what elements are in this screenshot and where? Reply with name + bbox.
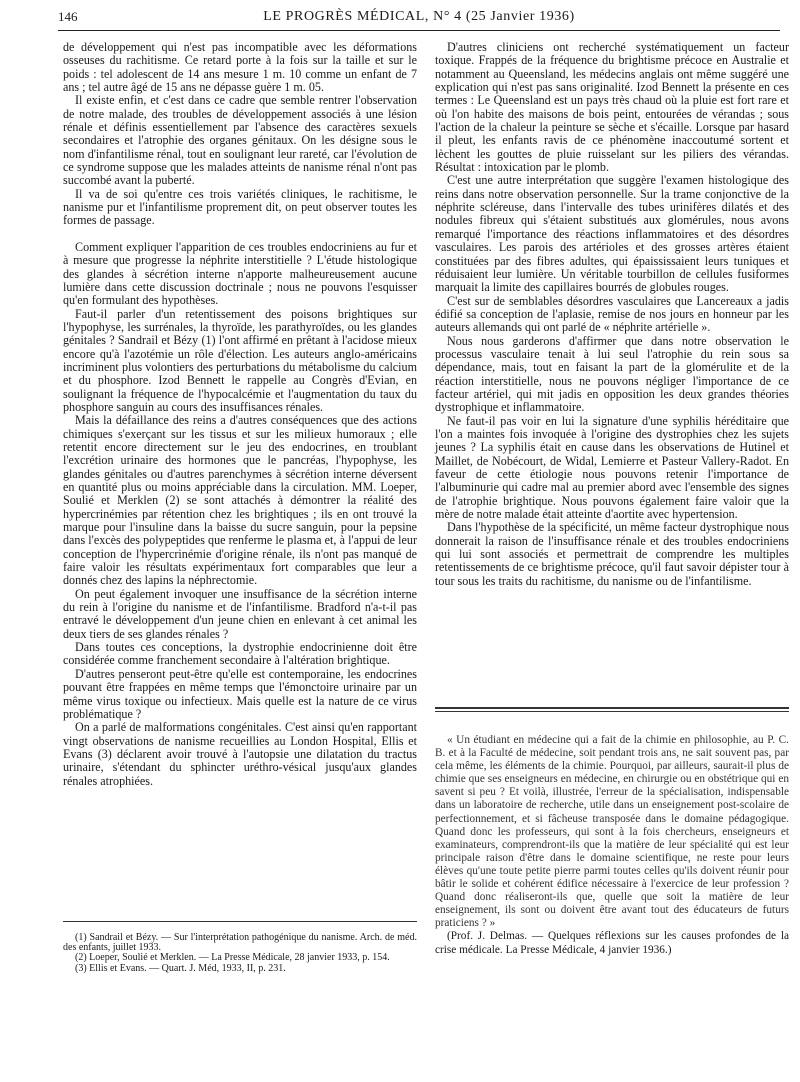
header-rule xyxy=(58,30,780,31)
paragraph: C'est une autre interprétation que suggère l'examen histologique des reins dans notre observation personnelle. Sur la trame conjonctive de la néphrite scléreuse, dans l'intervalle des tubes urinifères dilatés et des nodules fibreux qui s'étaient substitués aux glomérules, nous avons remarqué l'importance des réactions inflammatoires et des désordres vasculaires. Les parois des artérioles et des grosses artères étaient constituées par des fibres adultes, qui épaississaient leurs tuniques et réduisaient leur lumière. Un véritable tourbillon de cellules fusiformes marquait la limite des capillaires bourrés de globules rouges. xyxy=(435,173,789,295)
paragraph: Il va de soi qu'entre ces trois variétés cliniques, le rachitisme, le nanisme pur et l'infantilisme proprement dit, on peut observer toutes les formes de passage. xyxy=(63,186,417,228)
page-number: 146 xyxy=(58,9,78,24)
quotation-source: (Prof. J. Delmas. — Quelques réflexions sur les causes profondes de la crise médicale. La Presse Médicale, 4 janvier 1936.) xyxy=(435,930,789,956)
paragraph: Mais la défaillance des reins a d'autres conséquences que des actions chimiques s'exerçant sur les tissus et sur les milieux humoraux ; elle retentit encore directement sur le jeu des endocrines, en troublant l'excrétion urinaire des hormones que le pancréas, l'hypophyse, les glandes génitales ou d'autres parenchymes à sécrétion interne déversent en quantité plus ou moins appréciable dans la circulation. MM. Loeper, Soulié et Merklen (2) se sont attachés à démontrer la réalité des hypercrinémies par rétention chez les brightiques ; ils en ont trouvé la marque pour l'insuline dans la baisse du sucre sanguin, pour la pepsine dans l'excès des polypeptides que renferme le plasma et, à l'appui de leur conception de l'hypercrinémie d'origine rénale, ils n'ont pas manqué de faire valoir les résultats expérimentaux fort comparables que leur a donnés chez des lapins la néphrectomie. xyxy=(63,413,417,588)
paragraph: Faut-il parler d'un retentissement des poisons brightiques sur l'hypophyse, les surrénales, la thyroïde, les parathyroïdes, ou les glandes génitales ? Sandrail et Bézy (1) l'ont affirmé en prêtant à l'acidose mieux encore qu'à l'azotémie un rôle d'élection. Les auteurs anglo-américains incriminent plus volontiers des perturbations du métabolisme du calcium et du phosphore. Izod Bennett le rappelle au Congrès d'Evian, en soulignant la fréquence de l'hypocalcémie et l'augmentation du taux du phosphore sanguin au cours des insuffisances rénales. xyxy=(63,306,417,414)
footnote: (3) Ellis et Evans. — Quart. J. Méd, 1933, II, p. 231. xyxy=(75,962,286,974)
paragraph: Comment expliquer l'apparition de ces troubles endocriniens au fur et à mesure que progresse la néphrite interstitielle ? L'étude histologique des glandes à sécrétion interne n'apporte malheureusement aucune lumière dans cette discussion doctrinale ; nous ne pouvons l'esquisser qu'en formulant des hypothèses. xyxy=(63,239,417,308)
page-header xyxy=(58,9,780,31)
paragraph: de développement qui n'est pas incompatible avec les déformations osseuses du rachitisme. Ce retard porte à la fois sur la taille et sur le poids : tel adolescent de 14 ans mesure 1 m. 10 comme un enfant de 7 ans ; tel autre âgé de 15 ans ne dépasse guère 1 m. 05. xyxy=(63,40,417,95)
paragraph: On peut également invoquer une insuffisance de la sécrétion interne du rein à l'origine du nanisme et de l'infantilisme. Bradford n'a-t-il pas entravé le développement d'un jeune chien en enlevant à cet animal les deux tiers de ses glandes rénales ? xyxy=(63,586,417,641)
paragraph: Nous nous garderons d'affirmer que dans notre observation le processus vasculaire tenait à lui seul l'atrophie du rein sous sa dépendance, mais, tout en faisant la part de la glomérulite et de la réaction interstitielle, nous ne pouvons négliger l'importance de ce facteur artériel, qui mit jadis en opposition les deux grandes théories dystrophique et inflammatoire. xyxy=(435,333,789,415)
paragraph: Dans toutes ces conceptions, la dystrophie endocrinienne doit être considérée comme franchement secondaire à l'altération brightique. xyxy=(63,640,417,668)
footnotes xyxy=(63,933,417,974)
paragraph: Ne faut-il pas voir en lui la signature d'une syphilis héréditaire que l'on a maintes fois invoquée à l'origine des dystrophies chez les sujets jeunes ? La syphilis était en cause dans les observations de Hutinel et Maillet, de Nobécourt, de Widal, Lemierre et Pasteur Vallery-Radot. En faveur de cette étiologie nous pouvons retenir l'importance de l'albuminurie qui cadre mal au premier abord avec l'ensemble des signes de l'atrophie brightique. Nous pouvons également faire valoir que la mère de notre malade était atteinte d'aortite avec hypertension. xyxy=(435,413,789,522)
paragraph: D'autres penseront peut-être qu'elle est contemporaine, les endocrines pouvant être frappées en même temps que l'émonctoire urinaire par un même virus toxique ou infectieux. Mais quelle est la nature de ce virus problématique ? xyxy=(63,666,417,721)
left-column xyxy=(63,41,417,788)
right-column xyxy=(435,41,789,588)
paragraph: D'autres cliniciens ont recherché systématiquement un facteur toxique. Frappés de la fréquence du brightisme précoce en Australie et notamment au Queensland, les médecins anglais ont même suggéré une explication qui n'est pas sans originalité. Izod Bennett la présente en ces termes : Le Queensland est un pays très chaud où la pluie est fort rare et où l'on habite des maisons de bois peint, entourées de vérandas ; sous l'action de la chaleur la peinture se sèche et s'écaille. Lorsque par hasard il pleut, les enfants ravis de ce phénomène inaccoutumé sortent et lèchent les gouttes de pluie ruisselant sur les piliers des vérandas. Résultat : intoxication par le plomb. xyxy=(435,40,789,175)
footnote-rule xyxy=(63,921,417,922)
quotation-text: « Un étudiant en médecine qui a fait de la chimie en philosophie, au P. C. B. et à la Faculté de médecine, soit pendant trois ans, ne sait souvent pas, par cela même, les éléments de la chimie. Pourquoi, par ailleurs, saurait-il plus de chimie que ses enseigneurs en médecine, en chirurgie ou en obstétrique qui en savent si peu ? Et voilà, illustrée, l'erreur de la spécialisation, indispensable dans un laboratoire de recherche, utile dans un enseignement post-scolaire de perfectionnement, et si fâcheuse transposée dans le domaine pédagogique. Quand donc les professeurs, qui sont à la fois chercheurs, enseigneurs et examinateurs, comprendront-ils que la matière de leur spécialité qui est leur principale raison d'être dans le domaine scientifique, ne reste pour leurs élèves qu'une toute petite pierre parmi toutes celles qu'ils doivent réunir pour bâtir le solide et cohérent édifice nécessaire à l'exercice de leur profession ? Quand donc réaliseront-ils que, quelle que soit la matière de leur enseignement, ils sont ou doivent être avant tout des éducateurs de futurs praticiens ? » xyxy=(435,734,789,930)
paragraph: Il existe enfin, et c'est dans ce cadre que semble rentrer l'observation de notre malade, des troubles de développement associés à une lésion rénale et définis essentiellement par l'absence des caractères sexuels secondaires et l'atrophie des organes génitaux. On les désigne sous le nom d'infantilisme rénal, tout en soulignant leur rareté, car l'évolution de ce syndrome suppose que les malades atteints de nanisme rénal n'ont pas succombé avant la puberté. xyxy=(63,93,417,188)
footnote: (2) Loeper, Soulié et Merklen. — La Presse Médicale, 28 janvier 1933, p. 154. xyxy=(75,952,390,964)
running-title: LE PROGRÈS MÉDICAL, N° 4 (25 Janvier 1936) xyxy=(263,9,575,24)
quote-rule-thin xyxy=(435,711,789,712)
quote-rule xyxy=(435,707,789,709)
footnote: (1) Sandrail et Bézy. — Sur l'interprétation pathogénique du nanisme. Arch. de méd. des enfants, juillet 1933. xyxy=(63,932,417,954)
paragraph: On a parlé de malformations congénitales. C'est ainsi qu'en rapportant vingt observations de nanisme recueillies au London Hospital, Ellis et Evans (3) déclarent avoir trouvé à l'autopsie une dilatation du tractus urinaire, s'étendant du sphincter uréthro-vésical jusqu'aux glandes rénales atrophiées. xyxy=(63,720,417,788)
paragraph: C'est sur de semblables désordres vasculaires que Lancereaux a jadis édifié sa conception de l'aplasie, remise de nos jours en honneur par les auteurs allemands qui ont parlé de « néphrite artérielle ». xyxy=(435,293,789,335)
quotation-box xyxy=(435,734,789,957)
paragraph: Dans l'hypothèse de la spécificité, un même facteur dystrophique nous donnerait la raison de l'insuffisance rénale et des troubles endocriniens qui lui sont associés et permettrait de comprendre les multiples retentissements de ce brightisme précoce, qu'il faut savoir dépister tour à tour sous les traits du rachitisme, du nanisme ou de l'infantilisme. xyxy=(435,520,789,588)
